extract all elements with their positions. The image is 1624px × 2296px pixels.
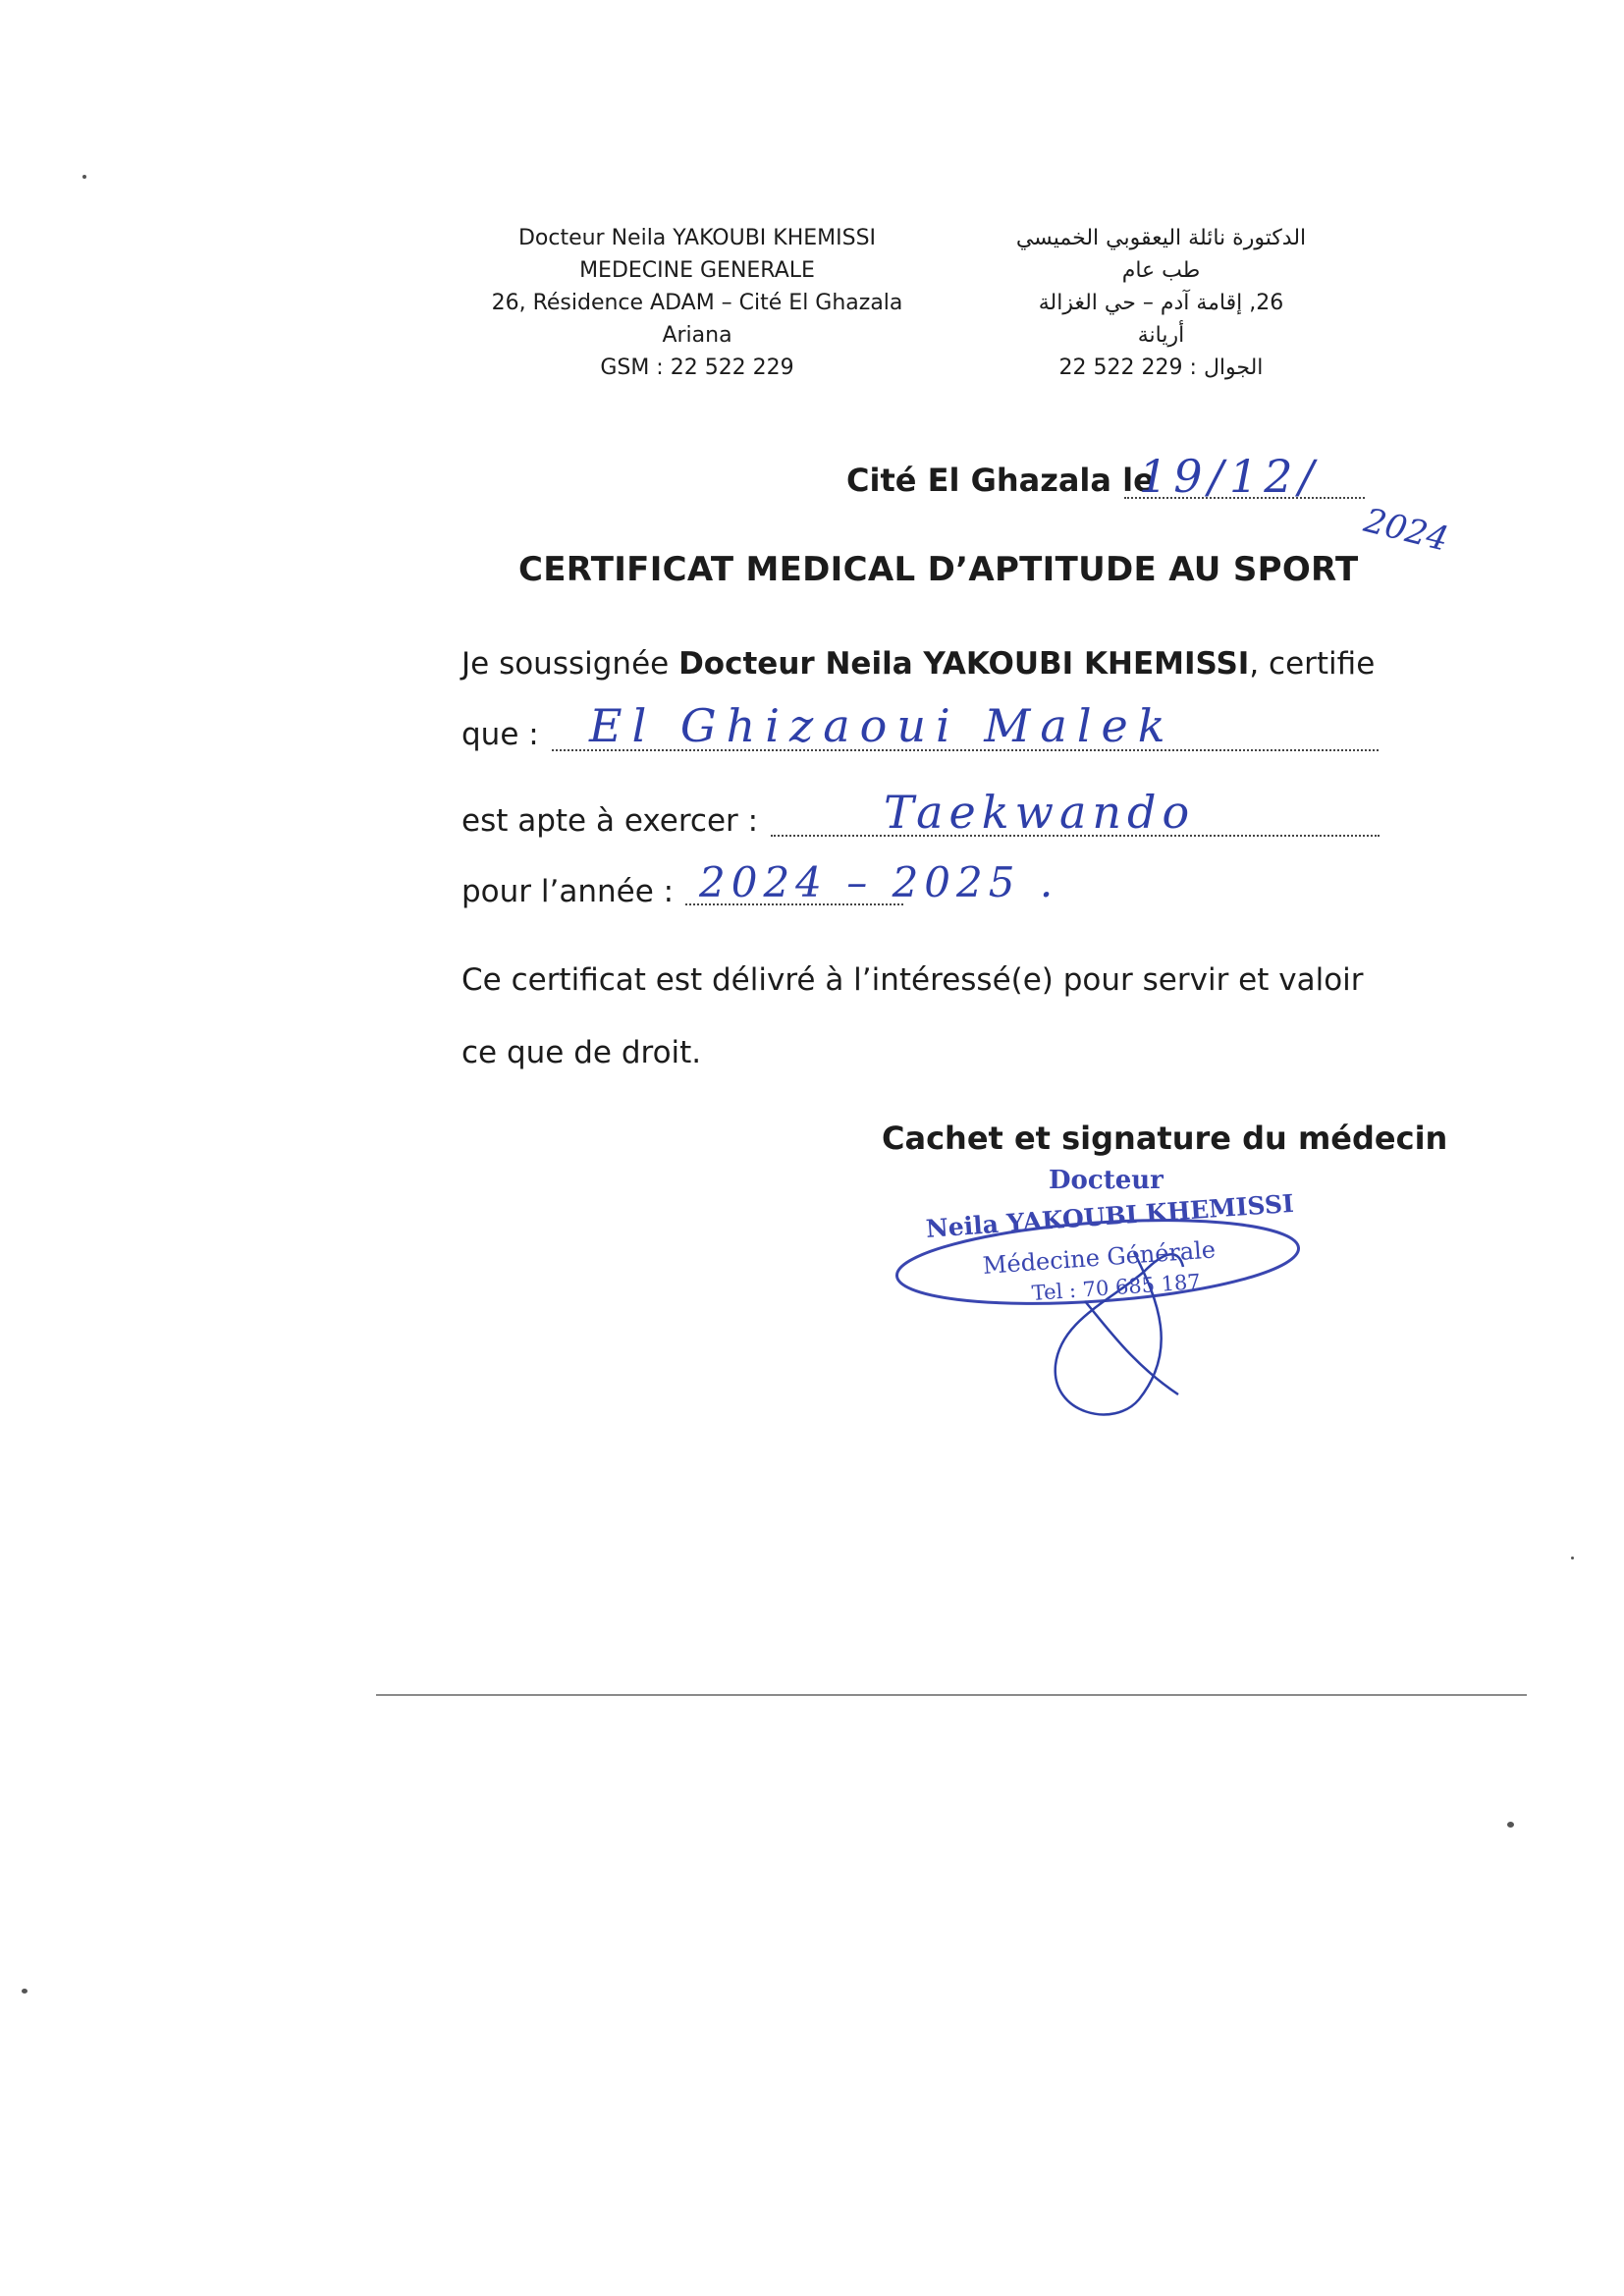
handwritten-year: 2024 — [1360, 501, 1452, 560]
patient-name: El Ghizaoui Malek — [589, 699, 1175, 752]
year-label: pour l’année : — [461, 874, 675, 909]
patient-label: que : — [461, 717, 539, 752]
stamp-line-phone: Tel : 70 685 187 — [1031, 1269, 1202, 1305]
certify-prefix: Je soussignée — [461, 646, 679, 682]
scan-speck — [1507, 1822, 1514, 1828]
city: Ariana — [662, 323, 732, 348]
address: 26, Résidence ADAM – Cité El Ghazala — [491, 291, 903, 315]
doctor-name-ar: الدكتورة نائلة اليعقوبي الخميسي — [1015, 226, 1307, 250]
document-title: CERTIFICAT MEDICAL D’APTITUDE AU SPORT — [518, 550, 1359, 589]
header-arabic — [967, 222, 1355, 384]
sport-name: Taekwando — [884, 786, 1196, 839]
specialty-ar: طب عام — [1121, 258, 1201, 283]
phone-ar: الجوال : 229 522 22 — [1058, 355, 1264, 380]
sport-label: est apte à exercer : — [461, 803, 759, 839]
stamp-line-title: Docteur — [1049, 1166, 1164, 1195]
date-label: Cité El Ghazala le — [846, 462, 1155, 499]
certify-doctor-name: Docteur Neila YAKOUBI KHEMISSI — [678, 646, 1250, 682]
school-year: 2024 – 2025 . — [699, 858, 1059, 906]
city-ar: أريانة — [1137, 323, 1185, 348]
specialty: MEDECINE GENERALE — [579, 258, 815, 283]
handwritten-date: 19/12/ — [1139, 450, 1321, 503]
closing-line-2: ce que de droit. — [461, 1035, 702, 1070]
footer-divider — [376, 1694, 1527, 1696]
stamp-line-name: Neila YAKOUBI KHEMISSI — [925, 1188, 1295, 1243]
scan-speck — [1571, 1557, 1574, 1559]
doctor-stamp — [884, 1154, 1316, 1419]
address-ar: 26, إقامة آدم – حي الغزالة — [1038, 291, 1284, 315]
scan-speck — [22, 1989, 27, 1994]
scan-speck — [82, 175, 86, 179]
signature-label: Cachet et signature du médecin — [882, 1120, 1448, 1157]
phone: GSM : 22 522 229 — [600, 355, 794, 380]
certify-suffix: , certifie — [1249, 646, 1376, 682]
doctor-name: Docteur Neila YAKOUBI KHEMISSI — [517, 226, 877, 250]
stamp-line-specialty: Médecine Générale — [982, 1235, 1217, 1280]
certify-line — [461, 646, 1375, 682]
header-french — [461, 222, 933, 384]
closing-line-1: Ce certificat est délivré à l’intéressé(e) pour servir et valoir — [461, 962, 1364, 998]
